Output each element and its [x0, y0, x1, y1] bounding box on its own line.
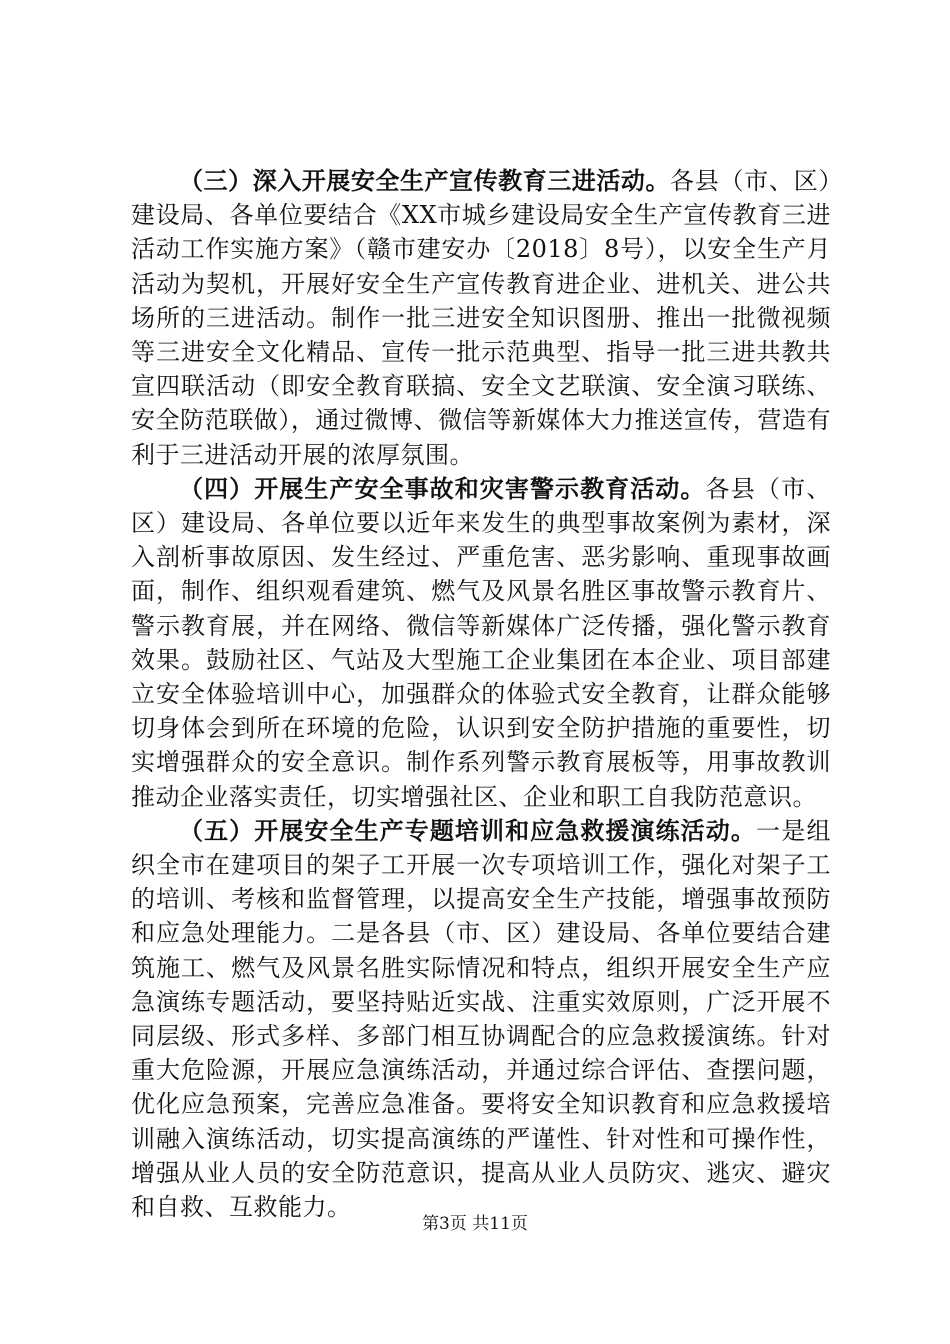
paragraph-heading: （五）开展安全生产专题培训和应急救援演练活动。: [179, 816, 756, 845]
paragraph-three: [131, 164, 831, 472]
paragraph-heading: （三）深入开展安全生产宣传教育三进活动。: [179, 167, 670, 195]
page-footer: [0, 1213, 950, 1235]
paragraph-four: [131, 472, 831, 814]
paragraph-five: [131, 814, 831, 1224]
paragraph-heading: （四）开展生产安全事故和灾害警示教育活动。: [179, 474, 706, 503]
page-number: 第3页: [422, 1214, 467, 1234]
paragraph-text: 各县（市、区）建设局、各单位要结合《XX市城乡建设局安全生产宣传教育三进活动工作实施方案》（赣市建安办〔2018〕8号），以安全生产月活动为契机，开展好安全生产宣传教育进企业、进机关、进公共场所的三进活动。制作一批三进安全知识图册、推出一批微视频等三进安全文化精品、宣传一批示范典型、指导一批三进共教共宣四联活动（即安全教育联搞、安全文艺联演、安全演习联练、安全防范联做），通过微博、微信等新媒体大力推送宣传，营造有利于三进活动开展的浓厚氛围。: [131, 167, 831, 469]
paragraph-text: 各县（市、区）建设局、各单位要以近年来发生的典型事故案例为素材，深入剖析事故原因、发生经过、严重危害、恶劣影响、重现事故画面，制作、组织观看建筑、燃气及风景名胜区事故警示教育片、警示教育展，并在网络、微信等新媒体广泛传播，强化警示教育效果。鼓励社区、气站及大型施工企业集团在本企业、项目部建立安全体验培训中心，加强群众的体验式安全教育，让群众能够切身体会到所在环境的危险，认识到安全防护措施的重要性，切实增强群众的安全意识。制作系列警示教育展板等，用事故教训推动企业落实责任，切实增强社区、企业和职工自我防范意识。: [131, 474, 831, 811]
paragraph-text: 一是组织全市在建项目的架子工开展一次专项培训工作，强化对架子工的培训、考核和监督管理，以提高安全生产技能，增强事故预防和应急处理能力。二是各县（市、区）建设局、各单位要结合建筑施工、燃气及风景名胜实际情况和特点，组织开展安全生产应急演练专题活动，要坚持贴近实战、注重实效原则，广泛开展不同层级、形式多样、多部门相互协调配合的应急救援演练。针对重大危险源，开展应急演练活动，并通过综合评估、查摆问题，优化应急预案，完善应急准备。要将安全知识教育和应急救援培训融入演练活动，切实提高演练的严谨性、针对性和可操作性，增强从业人员的安全防范意识，提高从业人员防灾、逃灾、避灾和自救、互救能力。: [131, 816, 832, 1222]
page-total: 共11页: [472, 1214, 528, 1234]
document-body: [131, 164, 831, 1224]
